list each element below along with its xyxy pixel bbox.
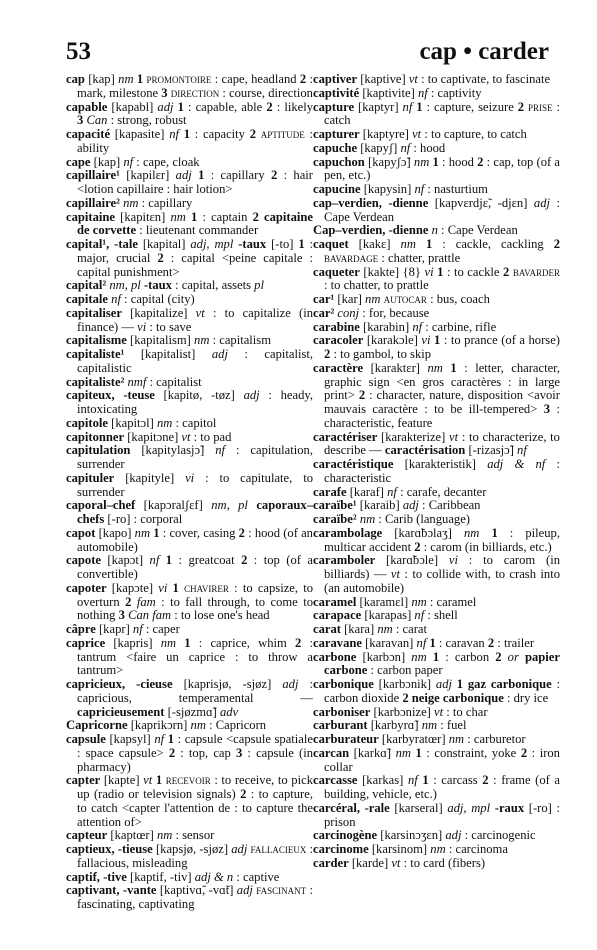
dictionary-entry: capitale nf : capital (city) xyxy=(66,292,195,306)
dictionary-entry: caravane [karavan] nf 1 : caravan 2 : trailer xyxy=(313,635,535,650)
dictionary-entry: captif, -tive [kaptif, -tiv] adj & n : captive xyxy=(66,869,280,884)
dictionary-entry: caraïbe² nm : Carib (language) xyxy=(313,512,470,526)
dictionary-entry: carder [karde] vt : to card (fibers) xyxy=(313,855,486,870)
dictionary-entry: Capricorne [kaprikɔrn] nm : Capricorn xyxy=(66,718,267,733)
dictionary-entry: capitonner [kapitɔne] vt : to pad xyxy=(66,429,232,444)
dictionary-entry: capitalisme [kapitalism] nm : capitalism xyxy=(66,333,271,348)
dictionary-entry: capuchon [kapyʃɔ̃] nm 1 : hood 2 : cap, top (of a pen, etc.) xyxy=(313,154,560,183)
dictionary-entry: capoter [kapɔte] vi 1 chavirer : to capsize, to overturn 2 fam : to fall through, to come to nothing 3 Can fam : to lose one's head xyxy=(66,580,314,623)
dictionary-entry: carcasse [karkas] nf 1 : carcass 2 : frame (of a building, vehicle, etc.) xyxy=(313,773,560,801)
dictionary-entry: carcéral, -rale [karseral] adj, mpl -raux [-ro] : prison xyxy=(313,800,560,829)
dictionary-entry: capitaliste¹ [kapitalist] adj : capitalist, capitalistic xyxy=(66,347,314,375)
dictionary-entry: câpre [kapr] nf : caper xyxy=(66,622,180,636)
dictionary-entry: carbone [karbɔn] nm 1 : carbon 2 or papier carbone : carbon paper xyxy=(313,649,560,678)
dictionary-entry: capitaine [kapitɛn] nm 1 : captain 2 capitaine de corvette : lieutenant commander xyxy=(66,209,314,238)
dictionary-entry: capitaliste² nmf : capitalist xyxy=(66,374,202,389)
dictionary-entry: carbonique [karbɔnik] adj 1 gaz carbonique : carbon dioxide 2 neige carbonique : dry ice xyxy=(313,677,560,705)
dictionary-entry: carcinome [karsinom] nm : carcinoma xyxy=(313,842,508,856)
dictionary-entry: carapace [karapas] nf : shell xyxy=(313,608,458,623)
left-column xyxy=(66,73,313,912)
dictionary-entry: carafe [karaf] nf : carafe, decanter xyxy=(313,484,487,499)
dictionary-entry: capture [kaptyr] nf 1 : capture, seizure 2 prise : catch xyxy=(313,99,560,128)
dictionary-entry: capiteux, -teuse [kapitø, -tøz] adj : heady, intoxicating xyxy=(66,388,313,416)
dictionary-entry: capucine [kapysin] nf : nasturtium xyxy=(313,182,488,196)
dictionary-entry: car¹ [kar] nm autocar : bus, coach xyxy=(313,292,490,306)
dictionary-entry: carcinogène [karsinɔʒɛn] adj : carcinogenic xyxy=(313,828,536,843)
dictionary-entry: capillaire² nm : capillary xyxy=(66,195,193,210)
dictionary-entry: caprice [kapris] nm 1 : caprice, whim 2 : tantrum <faire un caprice : to throw a tantrum> xyxy=(66,635,313,678)
dictionary-entry: capitole [kapitɔl] nm : capitol xyxy=(66,415,217,430)
dictionary-entry: carcan [karkɑ̃] nm 1 : constraint, yoke 2 : iron collar xyxy=(313,745,560,774)
dictionary-entry: carboniser [karbɔnize] vt : to char xyxy=(313,704,488,719)
dictionary-entry: cape [kap] nf : cape, cloak xyxy=(66,154,200,169)
dictionary-entry: capillaire¹ [kapilɛr] adj 1 : capillary 2 : hair <lotion capillaire : hair lotion> xyxy=(66,168,313,196)
dictionary-entry: capuche [kapyʃ] nf : hood xyxy=(313,140,446,155)
dictionary-entry: captieux, -tieuse [kapsjø, -sjøz] adj fallacieux : fallacious, misleading xyxy=(66,842,314,870)
dictionary-entry: capitaliser [kapitalize] vt : to capitalize (in finance) — vi : to save xyxy=(66,305,313,334)
dictionary-entry: captiver [kaptive] vt : to captivate, to fascinate xyxy=(313,72,551,86)
dictionary-entry: caractéristique [karakteristik] adj & nf : characteristic xyxy=(313,457,560,485)
dictionary-entry: capable [kapabl] adj 1 : capable, able 2 : likely 3 Can : strong, robust xyxy=(66,99,313,128)
dictionary-entry: caractériser [karakterize] vt : to characterize, to describe — caractérisation [-rizasjɔ̃] nf xyxy=(313,429,560,458)
dictionary-entry: cap [kap] nm 1 promontoire : cape, headland 2 : mark, milestone 3 direction : course, direction xyxy=(66,72,314,100)
dictionary-entry: capitulation [kapitylasjɔ̃] nf : capitulation, surrender xyxy=(66,443,313,471)
dictionary-entry: capituler [kapityle] vi : to capitulate, to surrender xyxy=(66,470,313,499)
dictionary-entry: captivité [kaptivite] nf : captivity xyxy=(313,85,482,100)
dictionary-entry: carburant [karbyrɑ̃] nm : fuel xyxy=(313,718,467,733)
guide-words: cap • carder xyxy=(419,38,549,65)
dictionary-entry: caqueter [kakte] {8} vi 1 : to cackle 2 bavarder : to chatter, to prattle xyxy=(313,264,560,293)
dictionary-entry: cap–verdien, -dienne [kapvɛrdjɛ̃, -djɛn] adj : Cape Verdean xyxy=(313,195,560,224)
dictionary-entry: capteur [kaptœr] nm : sensor xyxy=(66,828,215,843)
dictionary-entry: caramel [karamɛl] nm : caramel xyxy=(313,594,477,609)
dictionary-entry: carabine [karabin] nf : carbine, rifle xyxy=(313,319,497,334)
right-column xyxy=(313,73,560,871)
dictionary-entry: caquet [kakɛ] nm 1 : cackle, cackling 2 bavardage : chatter, prattle xyxy=(313,237,560,265)
dictionary-entry: carburateur [karbyratœr] nm : carburetor xyxy=(313,732,526,746)
dictionary-entry: capricieux, -cieuse [kaprisjø, -sjøz] adj : capricious, temperamental — capricieusement [-sjøzmɑ̃] adv xyxy=(66,677,314,719)
dictionary-entry: capsule [kapsyl] nf 1 : capsule <capsule spatiale : space capsule> 2 : top, cap 3 : capsule (in pharmacy) xyxy=(66,732,313,774)
dictionary-entry: capote [kapɔt] nf 1 : greatcoat 2 : top (of a convertible) xyxy=(66,553,313,581)
page-header xyxy=(66,38,549,68)
dictionary-entry: capter [kapte] vt 1 recevoir : to receive, to pick up (radio or television signals) 2 : to capture, to catch <capter l'attention de : to capture the attention of> xyxy=(66,773,313,829)
dictionary-entry: car² conj : for, because xyxy=(313,305,430,320)
dictionary-entry: caramboler [karɑ̃bɔle] vi : to carom (in billiards) — vt : to collide with, to crash into (an automobile) xyxy=(313,553,560,595)
page-number: 53 xyxy=(66,38,91,65)
dictionary-entry: caracoler [karakɔle] vi 1 : to prance (of a horse) 2 : to gambol, to skip xyxy=(313,333,560,361)
dictionary-entry: caraïbe¹ [karaib] adj : Caribbean xyxy=(313,498,481,513)
dictionary-entry: capital² nm, pl -taux : capital, assets pl xyxy=(66,278,264,293)
dictionary-entry: capturer [kaptyre] vt : to capture, to catch xyxy=(313,127,527,141)
dictionary-entry: Cap–verdien, -dienne n : Cape Verdean xyxy=(313,223,518,238)
dictionary-entry: capot [kapo] nm 1 : cover, casing 2 : hood (of an automobile) xyxy=(66,525,313,554)
dictionary-entry: capital¹, -tale [kapital] adj, mpl -taux [-to] 1 : major, crucial 2 : capital <peine capitale : capital punishment> xyxy=(66,237,313,279)
dictionary-entry: carat [kara] nm : carat xyxy=(313,622,427,636)
dictionary-entry: carambolage [karɑ̃bɔlaʒ] nm 1 : pileup, multicar accident 2 : carom (in billiards, etc.) xyxy=(313,525,560,554)
dictionary-entry: caporal–chef [kapɔralʃɛf] nm, pl caporaux–chefs [-ro] : corporal xyxy=(66,498,314,526)
dictionary-entry: capacité [kapasite] nf 1 : capacity 2 aptitude : ability xyxy=(66,127,314,155)
dictionary-entry: captivant, -vante [kaptivɑ̃, -vɑ̃t] adj fascinant : fascinating, captivating xyxy=(66,883,314,911)
dictionary-entry: caractère [karaktɛr] nm 1 : letter, character, graphic sign <en gros caractères : in large print> 2 : character, nature, disposition <avoir mauvais caractère : to be ill-tempered> 3 : characteristic, feature xyxy=(313,360,560,430)
